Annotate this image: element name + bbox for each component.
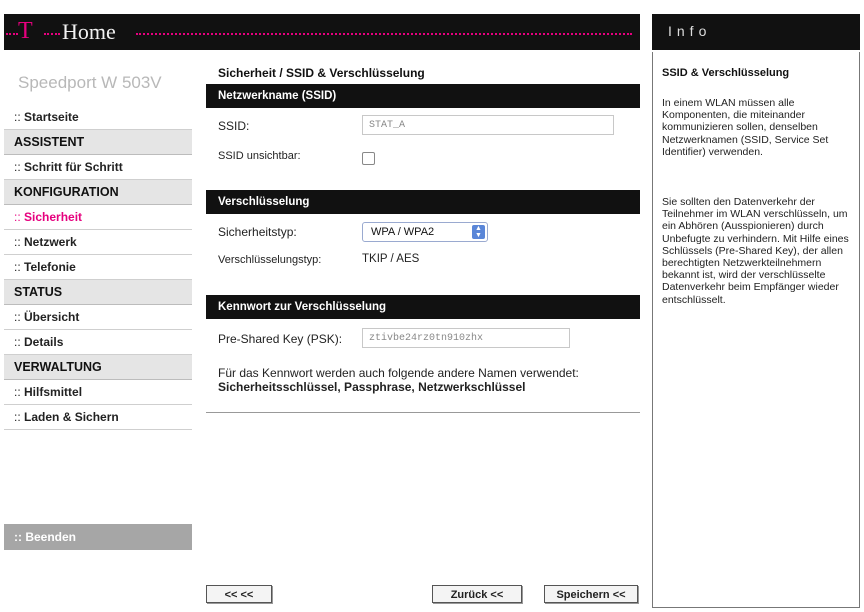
- info-header: [652, 14, 860, 50]
- nav-sicherheit[interactable]: [4, 205, 192, 230]
- sidebar-nav: [4, 105, 192, 430]
- nav-sicherheit-label: :: Sicherheit: [14, 210, 82, 224]
- nav-uebersicht-label: :: Übersicht: [14, 310, 79, 324]
- encryption-type-label: Verschlüsselungstyp:: [218, 254, 322, 266]
- ssid-section-header: Netzwerkname (SSID): [206, 84, 640, 108]
- nav-section-konfiguration: KONFIGURATION: [4, 180, 192, 205]
- ssid-hidden-label: SSID unsichtbar:: [218, 150, 301, 162]
- encryption-type-value: TKIP / AES: [362, 253, 420, 265]
- nav-schritt-label: :: Schritt für Schritt: [14, 160, 123, 174]
- telekom-logo: T: [18, 18, 33, 44]
- psk-input[interactable]: ztivbe24rz0tn910zhx: [362, 328, 570, 348]
- nav-section-assistent: ASSISTENT: [4, 130, 192, 155]
- psk-label: Pre-Shared Key (PSK):: [218, 332, 343, 346]
- note-line-1: Für das Kennwort werden auch folgende andere Namen verwendet:: [218, 366, 579, 380]
- nav-telefonie-label: :: Telefonie: [14, 260, 76, 274]
- logout-button[interactable]: :: Beenden: [4, 524, 192, 550]
- security-type-value: WPA / WPA2: [371, 226, 435, 238]
- security-type-select[interactable]: [362, 222, 488, 242]
- ssid-label: SSID:: [218, 119, 250, 133]
- nav-hilfsmittel[interactable]: [4, 380, 192, 405]
- info-header-title: Info: [668, 23, 712, 39]
- nav-details-label: :: Details: [14, 335, 63, 349]
- ssid-input[interactable]: STAT_A: [362, 115, 614, 135]
- nav-schritt-fuer-schritt[interactable]: [4, 155, 192, 180]
- security-type-label: Sicherheitstyp:: [218, 225, 297, 239]
- password-names-note: [218, 366, 638, 394]
- ssid-hidden-checkbox[interactable]: [362, 152, 375, 165]
- header-bar: [4, 14, 640, 50]
- info-heading: SSID & Verschlüsselung: [662, 67, 790, 79]
- key-section-header: Kennwort zur Verschlüsselung: [206, 295, 640, 319]
- page-title: Sicherheit / SSID & Verschlüsselung: [218, 66, 425, 80]
- nav-section-verwaltung: VERWALTUNG: [4, 355, 192, 380]
- product-name: Speedport W 503V: [18, 73, 162, 92]
- header-dots-left: [6, 33, 18, 35]
- nav-startseite-label: :: Startseite: [14, 110, 79, 124]
- info-paragraph-2: Sie sollten den Datenverkehr der Teilnehmer im WLAN verschlüsseln, um ein Abhören (Ausspionieren) durch Unbefugte zu verhindern. Mit Hilfe eines Schlüssels (Pre-Shared Key), der allen berechtigten Netzwerkteilnehmern bekannt ist, wird der verschlüsselte Datenverkehr beim Empfänger wieder entschlüsselt.: [662, 196, 849, 306]
- encryption-section-header: Verschlüsselung: [206, 190, 640, 214]
- nav-section-status: STATUS: [4, 280, 192, 305]
- nav-startseite[interactable]: [4, 105, 192, 130]
- nav-hilfsmittel-label: :: Hilfsmittel: [14, 385, 82, 399]
- save-button[interactable]: Speichern <<: [544, 585, 638, 603]
- select-arrows-icon: ▲ ▼: [472, 225, 485, 239]
- nav-uebersicht[interactable]: [4, 305, 192, 330]
- header-title: Home: [62, 19, 116, 44]
- header-dots: [136, 33, 632, 35]
- note-line-2: Sicherheitsschlüssel, Passphrase, Netzwerkschlüssel: [218, 380, 526, 394]
- first-page-button[interactable]: << <<: [206, 585, 272, 603]
- nav-laden-label: :: Laden & Sichern: [14, 410, 119, 424]
- nav-laden-sichern[interactable]: [4, 405, 192, 430]
- content-divider: [206, 412, 640, 413]
- nav-telefonie[interactable]: [4, 255, 192, 280]
- info-paragraph-1: In einem WLAN müssen alle Komponenten, die miteinander kommunizieren sollen, denselben Netzwerknamen (SSID, Service Set Identifier) verwenden.: [662, 97, 829, 158]
- nav-netzwerk-label: :: Netzwerk: [14, 235, 77, 249]
- back-button[interactable]: Zurück <<: [432, 585, 522, 603]
- nav-details[interactable]: [4, 330, 192, 355]
- header-dots-mid: [44, 33, 60, 35]
- nav-netzwerk[interactable]: [4, 230, 192, 255]
